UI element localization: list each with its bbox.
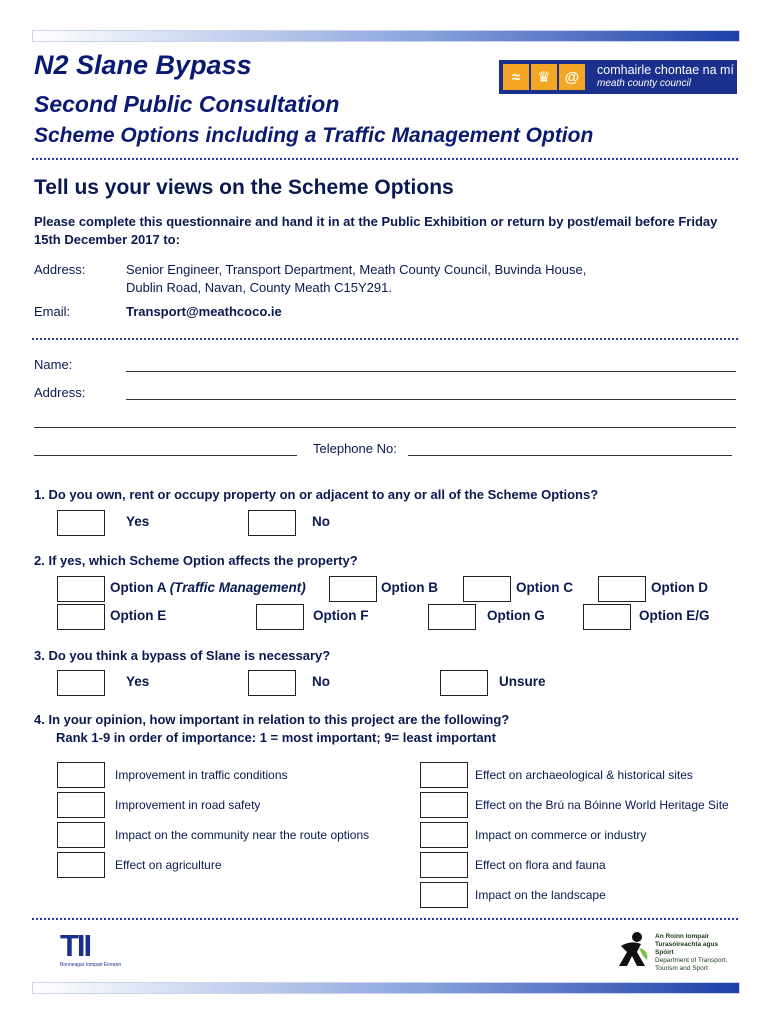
q2-option-a-label: Option A (Traffic Management) — [110, 580, 306, 595]
divider — [32, 158, 738, 160]
rank-archaeology-box[interactable] — [420, 762, 468, 788]
q2-option-eg-label: Option E/G — [639, 608, 710, 623]
form-address-label: Address: — [34, 385, 86, 400]
q2-option-a-checkbox[interactable] — [57, 576, 105, 602]
email-link[interactable]: Transport@meathcoco.ie — [126, 304, 282, 319]
crown-icon: ♛ — [531, 64, 557, 90]
q2-option-e-label: Option E — [110, 608, 167, 623]
dept-irish-line-1: An Roinn Iompair — [655, 933, 710, 940]
rank-road-safety-box[interactable] — [57, 792, 105, 818]
rank-label: Impact on the community near the route options — [115, 828, 370, 842]
q2-option-c-checkbox[interactable] — [463, 576, 511, 602]
q2-option-g-checkbox[interactable] — [428, 604, 476, 630]
logo-english-text: meath county council — [597, 78, 691, 89]
q1-yes-label: Yes — [126, 514, 150, 529]
question-1: 1. Do you own, rent or occupy property on or adjacent to any or all of the Scheme Options? — [34, 487, 599, 502]
section-title: Tell us your views on the Scheme Options — [34, 176, 454, 199]
rank-commerce-box[interactable] — [420, 822, 468, 848]
rank-label: Effect on agriculture — [115, 858, 222, 872]
question-2: 2. If yes, which Scheme Option affects the property? — [34, 553, 358, 568]
meath-council-logo — [499, 60, 737, 94]
dept-irish-line-2: Turasóireachta agus Spóirt — [655, 941, 719, 956]
q2-option-g-label: Option G — [487, 608, 545, 623]
q1-no-label: No — [312, 514, 330, 529]
telephone-field[interactable] — [408, 455, 732, 456]
q3-unsure-label: Unsure — [499, 674, 546, 689]
address-field-line-2[interactable] — [34, 427, 736, 428]
q2-option-f-checkbox[interactable] — [256, 604, 304, 630]
q2-option-e-checkbox[interactable] — [57, 604, 105, 630]
question-4-ranking-note: Rank 1-9 in order of importance: 1 = most important; 9= least important — [56, 730, 496, 745]
q2-option-f-label: Option F — [313, 608, 369, 623]
q2-option-d-label: Option D — [651, 580, 708, 595]
q2-option-b-label: Option B — [381, 580, 438, 595]
rank-traffic-conditions-box[interactable] — [57, 762, 105, 788]
rank-label: Effect on flora and fauna — [475, 858, 606, 872]
q3-no-label: No — [312, 674, 330, 689]
telephone-label: Telephone No: — [313, 441, 397, 456]
rank-label: Improvement in traffic conditions — [115, 768, 288, 782]
rank-agriculture-box[interactable] — [57, 852, 105, 878]
top-gradient-bar — [32, 30, 740, 42]
email-label: Email: — [34, 304, 71, 319]
name-label: Name: — [34, 357, 73, 372]
page-subtitle: Second Public Consultation — [34, 91, 340, 117]
q3-yes-checkbox[interactable] — [57, 670, 105, 696]
rank-label: Effect on the Brú na Bóinne World Heritage Site — [475, 798, 729, 812]
address-line-1: Senior Engineer, Transport Department, Meath County Council, Buvinda House, — [126, 262, 587, 277]
q2-option-d-checkbox[interactable] — [598, 576, 646, 602]
divider — [32, 918, 738, 920]
bottom-gradient-bar — [32, 982, 740, 994]
q2-option-b-checkbox[interactable] — [329, 576, 377, 602]
address-label: Address: — [34, 262, 86, 277]
rank-label: Impact on the landscape — [475, 888, 606, 902]
q3-unsure-checkbox[interactable] — [440, 670, 488, 696]
q2-option-eg-checkbox[interactable] — [583, 604, 631, 630]
tii-tagline: Bonneagar Iompair Éireann — [60, 962, 122, 968]
page-subtitle-2: Scheme Options including a Traffic Management Option — [34, 124, 594, 147]
rank-community-impact-box[interactable] — [57, 822, 105, 848]
dept-english-line-2: Tourism and Sport — [655, 965, 708, 972]
rank-label: Impact on commerce or industry — [475, 828, 647, 842]
rank-flora-fauna-box[interactable] — [420, 852, 468, 878]
divider — [32, 338, 738, 340]
page-title: N2 Slane Bypass — [34, 50, 252, 80]
q1-no-checkbox[interactable] — [248, 510, 296, 536]
logo-irish-text: comhairle chontae na mí — [597, 63, 734, 77]
spiral-icon: @ — [559, 64, 585, 90]
question-4: 4. In your opinion, how important in relation to this project are the following? — [34, 712, 510, 727]
department-emblem-icon — [617, 930, 651, 968]
rank-label: Effect on archaeological & historical sites — [475, 768, 693, 782]
q3-yes-label: Yes — [126, 674, 150, 689]
waves-icon: ≈ — [503, 64, 529, 90]
name-field[interactable] — [126, 371, 736, 372]
q1-yes-checkbox[interactable] — [57, 510, 105, 536]
department-transport-logo — [617, 930, 737, 970]
q2-option-c-label: Option C — [516, 580, 573, 595]
address-line-2: Dublin Road, Navan, County Meath C15Y291. — [126, 280, 392, 295]
rank-label: Improvement in road safety — [115, 798, 261, 812]
tii-logo: TII Bonneagar Iompair Éireann — [60, 928, 122, 968]
rank-bru-na-boinne-box[interactable] — [420, 792, 468, 818]
rank-landscape-box[interactable] — [420, 882, 468, 908]
q3-no-checkbox[interactable] — [248, 670, 296, 696]
question-3: 3. Do you think a bypass of Slane is necessary? — [34, 648, 331, 663]
address-field[interactable] — [126, 399, 736, 400]
intro-text: Please complete this questionnaire and hand it in at the Public Exhibition or return by post/email before Friday 15th December 2017 to: — [34, 214, 718, 247]
address-field-line-3[interactable] — [34, 455, 297, 456]
dept-english-line-1: Department of Transport, — [655, 957, 728, 964]
